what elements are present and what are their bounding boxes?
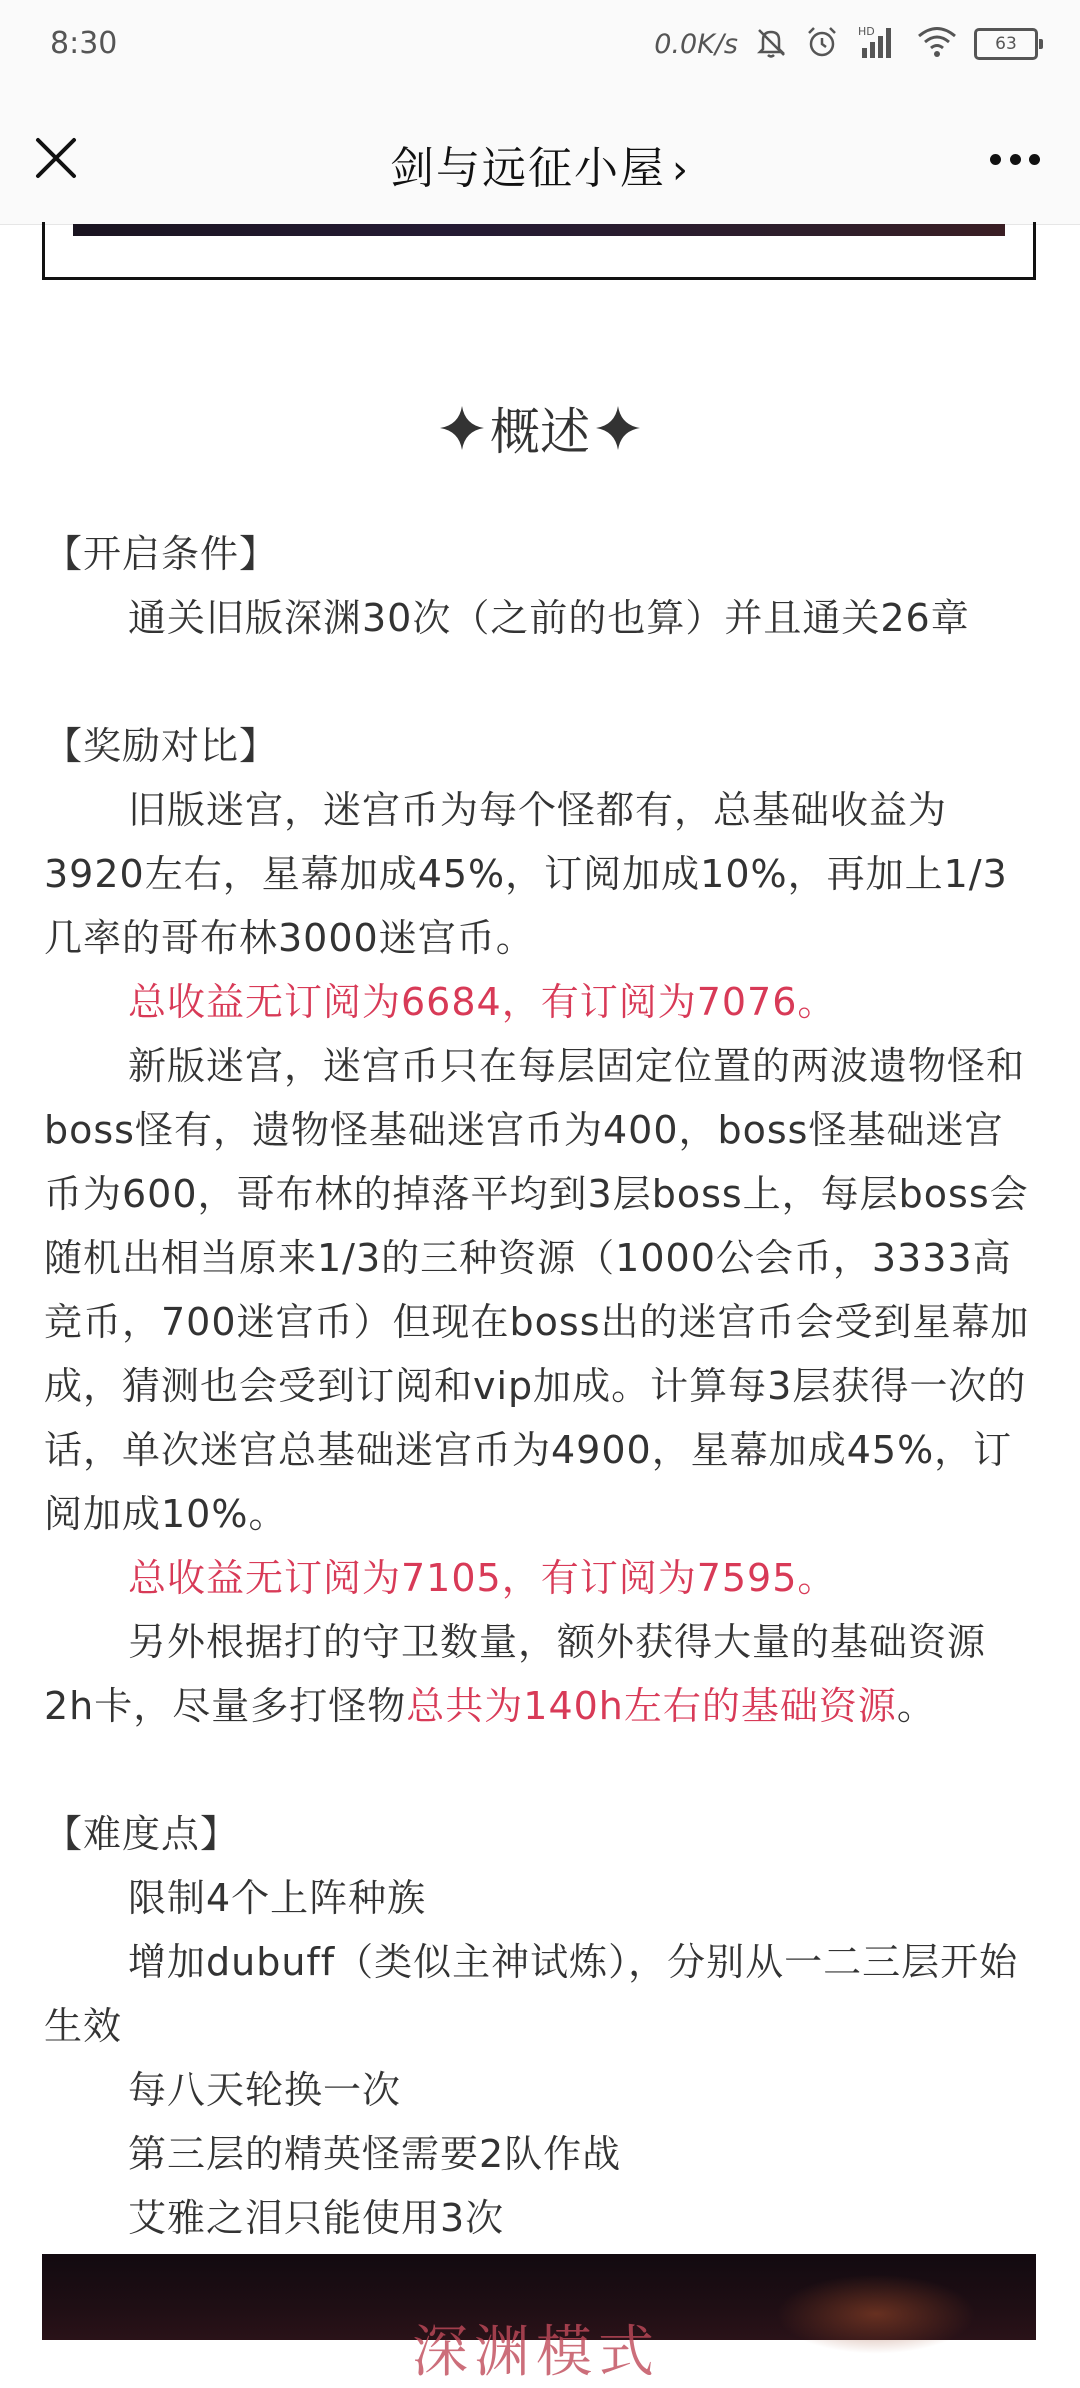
- status-time: 8:30: [50, 26, 118, 61]
- signal-hd-icon: [856, 24, 900, 64]
- reward-label: 【奖励对比】: [44, 724, 279, 768]
- top-image-strip: [73, 224, 1005, 236]
- banner-text: 深渊模式: [412, 2320, 660, 2385]
- bottom-image-banner: [42, 2254, 1036, 2385]
- banner-glow: [776, 2274, 976, 2354]
- account-name: 剑与远征小屋: [390, 143, 666, 194]
- open-condition-label: 【开启条件】: [44, 532, 279, 576]
- extra-text-end: 。: [896, 1684, 936, 1728]
- article-body: [44, 522, 1036, 2250]
- open-condition-text: 通关旧版深渊30次（之前的也算）并且通关26章: [128, 596, 970, 640]
- mute-bell-icon: [754, 25, 788, 63]
- difficulty-item: 艾雅之泪只能使用3次: [128, 2196, 505, 2240]
- wifi-icon: [916, 25, 958, 63]
- difficulty-item: 每八天轮换一次: [128, 2068, 402, 2112]
- section-heading-text: 概述: [490, 403, 590, 461]
- dot-icon: [1010, 154, 1021, 165]
- old-maze-total: 总收益无订阅为6684，有订阅为7076。: [128, 980, 837, 1024]
- old-maze-paragraph: 旧版迷宫，迷宫币为每个怪都有，总基础收益为3920左右，星幕加成45%，订阅加成10%，再加上1/3几率的哥布林3000迷宫币。: [44, 788, 1008, 960]
- battery-icon: 63: [974, 28, 1038, 60]
- network-speed: 0.0K/s: [654, 28, 738, 60]
- difficulty-label: 【难度点】: [44, 1812, 240, 1856]
- extra-paragraph: [44, 1610, 1036, 1738]
- status-icons: [654, 22, 1038, 66]
- dot-icon: [990, 154, 1001, 165]
- title-bar: [0, 96, 1080, 225]
- section-heading: [0, 392, 1080, 464]
- difficulty-item: 第三层的精英怪需要2队作战: [128, 2132, 622, 2176]
- top-image-frame: [42, 222, 1036, 280]
- extra-highlight: 总共为140h左右的基础资源: [406, 1684, 897, 1728]
- alarm-icon: [804, 24, 840, 64]
- dot-icon: [1029, 154, 1040, 165]
- extra-text: 另外根据打的守卫数量，额外获得大量的基础资源2h卡，尽量多打怪物: [44, 1620, 987, 1728]
- chevron-right-icon: ›: [672, 147, 690, 193]
- page-title[interactable]: [0, 132, 1080, 196]
- difficulty-item: 增加dubuff（类似主神试炼），分别从一二三层开始生效: [44, 1940, 1019, 2048]
- status-bar: [0, 0, 1080, 96]
- spacer: [44, 650, 1036, 714]
- spacer: [44, 1738, 1036, 1802]
- svg-text:HD: HD: [858, 25, 875, 38]
- new-maze-paragraph: 新版迷宫，迷宫币只在每层固定位置的两波遗物怪和boss怪有，遗物怪基础迷宫币为400，boss怪基础迷宫币为600，哥布林的掉落平均到3层boss上，每层boss会随机出相当原来1/3的三种资源（1000公会币，3333高竞币，700迷宫币）但现在boss出的迷宫币会受到星幕加成，猜测也会受到订阅和vip加成。计算每3层获得一次的话，单次迷宫总基础迷宫币为4900，星幕加成45%，订阅加成10%。: [44, 1044, 1030, 1536]
- difficulty-item: 限制4个上阵种族: [128, 1876, 427, 1920]
- new-maze-total: 总收益无订阅为7105，有订阅为7595。: [128, 1556, 837, 1600]
- sparkle-icon: [594, 404, 642, 452]
- more-options-button[interactable]: [990, 152, 1040, 166]
- sparkle-icon: [438, 404, 486, 452]
